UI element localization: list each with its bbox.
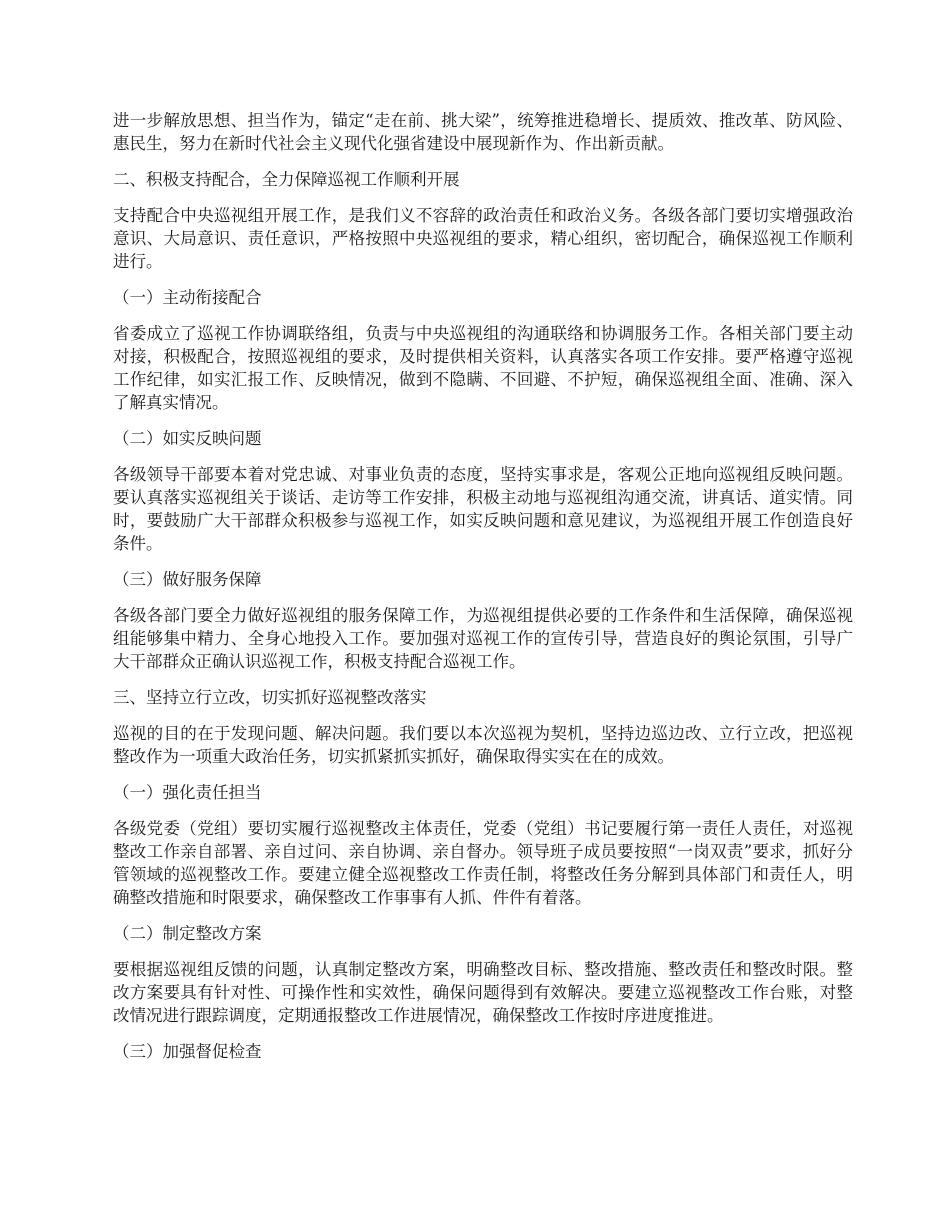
subheading-2-1: （一）主动衔接配合 [113, 288, 262, 307]
paragraph-rectification-plan: 要根据巡视组反馈的问题，认真制定整改方案，明确整改目标、整改措施、整改责任和整改时限。整改方案要具有针对性、可操作性和实效性，确保问题得到有效解决。要建立巡视整改工作台账，对整改情况进行跟踪调度，定期通报整改工作进展情况，确保整改工作按时序进度推进。 [113, 960, 853, 1025]
paragraph-support-cooperation: 支持配合中央巡视组开展工作，是我们义不容辞的政治责任和政治义务。各级各部门要切实增强政治意识、大局意识、责任意识，严格按照中央巡视组的要求，精心组织，密切配合，确保巡视工作顺利进行。 [113, 206, 853, 271]
subheading-3-3: （三）加强督促检查 [113, 1042, 262, 1061]
paragraph-rectification-purpose: 巡视的目的在于发现问题、解决问题。我们要以本次巡视为契机，坚持边巡边改、立行立改，把巡视整改作为一项重大政治任务，切实抓紧抓实抓好，确保取得实实在在的成效。 [113, 724, 853, 766]
paragraph-responsibility: 各级党委（党组）要切实履行巡视整改主体责任，党委（党组）书记要履行第一责任人责任，对巡视整改工作亲自部署、亲自过问、亲自协调、亲自督办。领导班子成员要按照“一岗双责”要求，抓好分管领域的巡视整改工作。要建立健全巡视整改工作责任制，将整改任务分解到具体部门和责任人，明确整改措施和时限要求，确保整改工作事事有人抓、件件有着落。 [113, 819, 853, 907]
subheading-3-1: （一）强化责任担当 [113, 783, 262, 802]
paragraph-report-issues: 各级领导干部要本着对党忠诚、对事业负责的态度，坚持实事求是，客观公正地向巡视组反映问题。要认真落实巡视组关于谈话、走访等工作安排，积极主动地与巡视组沟通交流，讲真话、道实情。同时，要鼓励广大干部群众积极参与巡视工作，如实反映问题和意见建议，为巡视组开展工作创造良好条件。 [113, 465, 853, 553]
section-heading-3: 三、坚持立行立改，切实抓好巡视整改落实 [113, 688, 427, 707]
document-body [113, 109, 853, 1063]
subheading-3-2: （二）制定整改方案 [113, 924, 262, 943]
paragraph-service-support: 各级各部门要全力做好巡视组的服务保障工作，为巡视组提供必要的工作条件和生活保障，确保巡视组能够集中精力、全身心地投入工作。要加强对巡视工作的宣传引导，营造良好的舆论氛围，引导广大干部群众正确认识巡视工作，积极支持配合巡视工作。 [113, 606, 853, 671]
subheading-2-2: （二）如实反映问题 [113, 429, 262, 448]
paragraph-liaison: 省委成立了巡视工作协调联络组，负责与中央巡视组的沟通联络和协调服务工作。各相关部门要主动对接，积极配合，按照巡视组的要求，及时提供相关资料，认真落实各项工作安排。要严格遵守巡视工作纪律，如实汇报工作、反映情况，做到不隐瞒、不回避、不护短，确保巡视组全面、准确、深入了解真实情况。 [113, 324, 853, 412]
section-heading-2: 二、积极支持配合，全力保障巡视工作顺利开展 [113, 170, 460, 189]
subheading-2-3: （三）做好服务保障 [113, 570, 262, 589]
paragraph-intro-continued: 进一步解放思想、担当作为，锚定“走在前、挑大梁”，统筹推进稳增长、提质效、推改革、防风险、惠民生，努力在新时代社会主义现代化强省建设中展现新作为、作出新贡献。 [113, 111, 853, 153]
